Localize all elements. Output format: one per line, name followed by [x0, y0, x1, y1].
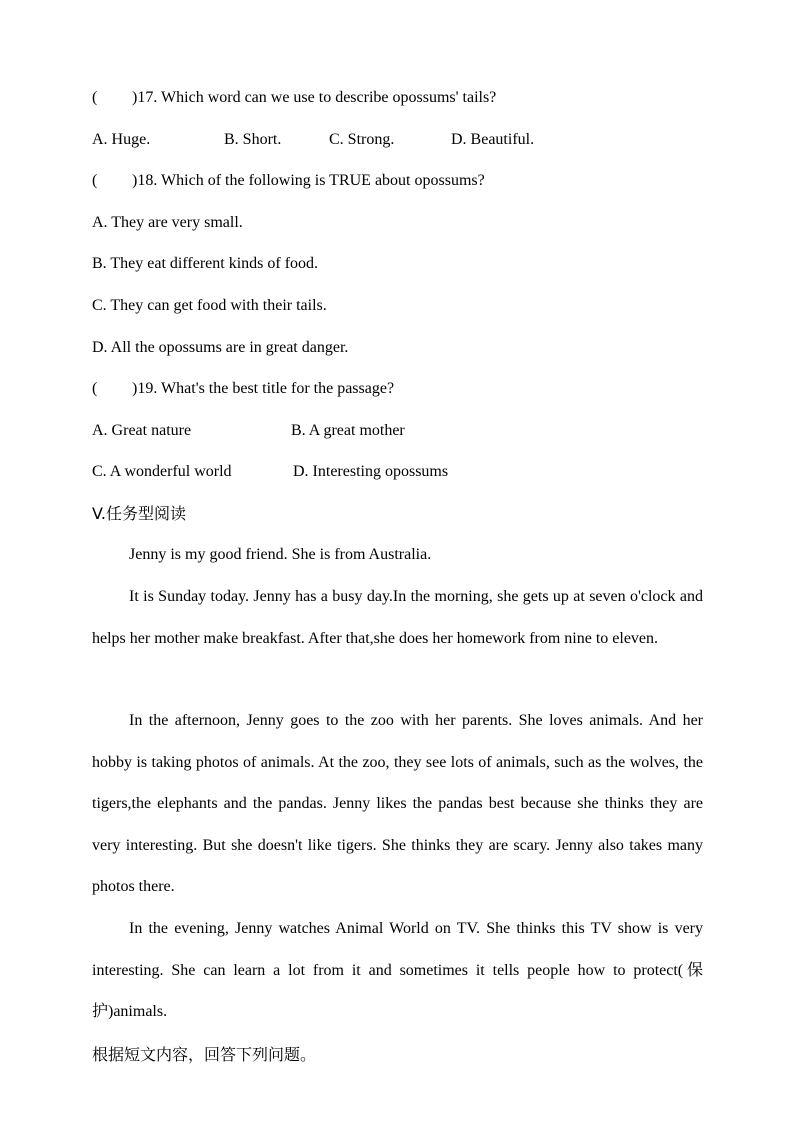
option-a: A. Great nature	[92, 422, 192, 439]
question-18-text: 18. Which of the following is TRUE about opossums?	[137, 172, 485, 189]
option-a: A. Huge.	[92, 131, 151, 148]
option-d: D. Interesting opossums	[293, 463, 449, 480]
question-19-text: 19. What's the best title for the passage?	[137, 380, 395, 397]
passage-paragraph-1: Jenny is my good friend. She is from Australia.	[129, 546, 432, 563]
passage-paragraph-2: It is Sunday today. Jenny has a busy day.In the morning, she gets up at seven o'clock and helps her mother make breakfast. After that,she does her homework from nine to eleven.	[92, 588, 703, 647]
answer-blank-18[interactable]: (	[92, 172, 98, 189]
question-17: ( ) 17. Which word can we use to describe opossums' tails?	[92, 89, 497, 106]
question-19: ( ) 19. What's the best title for the passage?	[92, 380, 395, 397]
answer-blank-17[interactable]: (	[92, 89, 98, 106]
option-b: B. Short.	[224, 131, 282, 148]
section-heading: V.任务型阅读	[92, 504, 186, 523]
question-19-options-row-1	[92, 421, 704, 441]
option-d: D. Beautiful.	[451, 131, 535, 148]
passage-paragraph-4: In the evening, Jenny watches Animal World on TV. She thinks this TV show is very interesting. She can learn a lot from it and sometimes it tells people how to protect(保护)animals.	[92, 920, 703, 1021]
option-c: C. They can get food with their tails.	[92, 297, 327, 314]
question-17-text: 17. Which word can we use to describe opossums' tails?	[137, 89, 497, 106]
answer-blank-19[interactable]: (	[92, 380, 98, 397]
option-d: D. All the opossums are in great danger.	[92, 339, 349, 356]
option-c: C. Strong.	[329, 131, 395, 148]
option-b: B. A great mother	[291, 422, 405, 439]
question-19-options-row-2	[92, 462, 704, 482]
option-b: B. They eat different kinds of food.	[92, 255, 319, 272]
option-a: A. They are very small.	[92, 214, 243, 231]
question-17-options	[92, 130, 704, 150]
passage-paragraph-3: In the afternoon, Jenny goes to the zoo with her parents. She loves animals. And her hobby is taking photos of animals. At the zoo, they see lots of animals, such as the wolves, the tigers,the elephants and the pandas. Jenny likes the pandas best because she thinks they are very interesting. But she doesn't like tigers. She thinks they are scary. Jenny also takes many photos there.	[92, 712, 703, 896]
question-18: ( ) 18. Which of the following is TRUE about opossums?	[92, 172, 485, 189]
option-c: C. A wonderful world	[92, 463, 232, 480]
instruction-text: 根据短文内容，回答下列问题。	[92, 1045, 317, 1064]
